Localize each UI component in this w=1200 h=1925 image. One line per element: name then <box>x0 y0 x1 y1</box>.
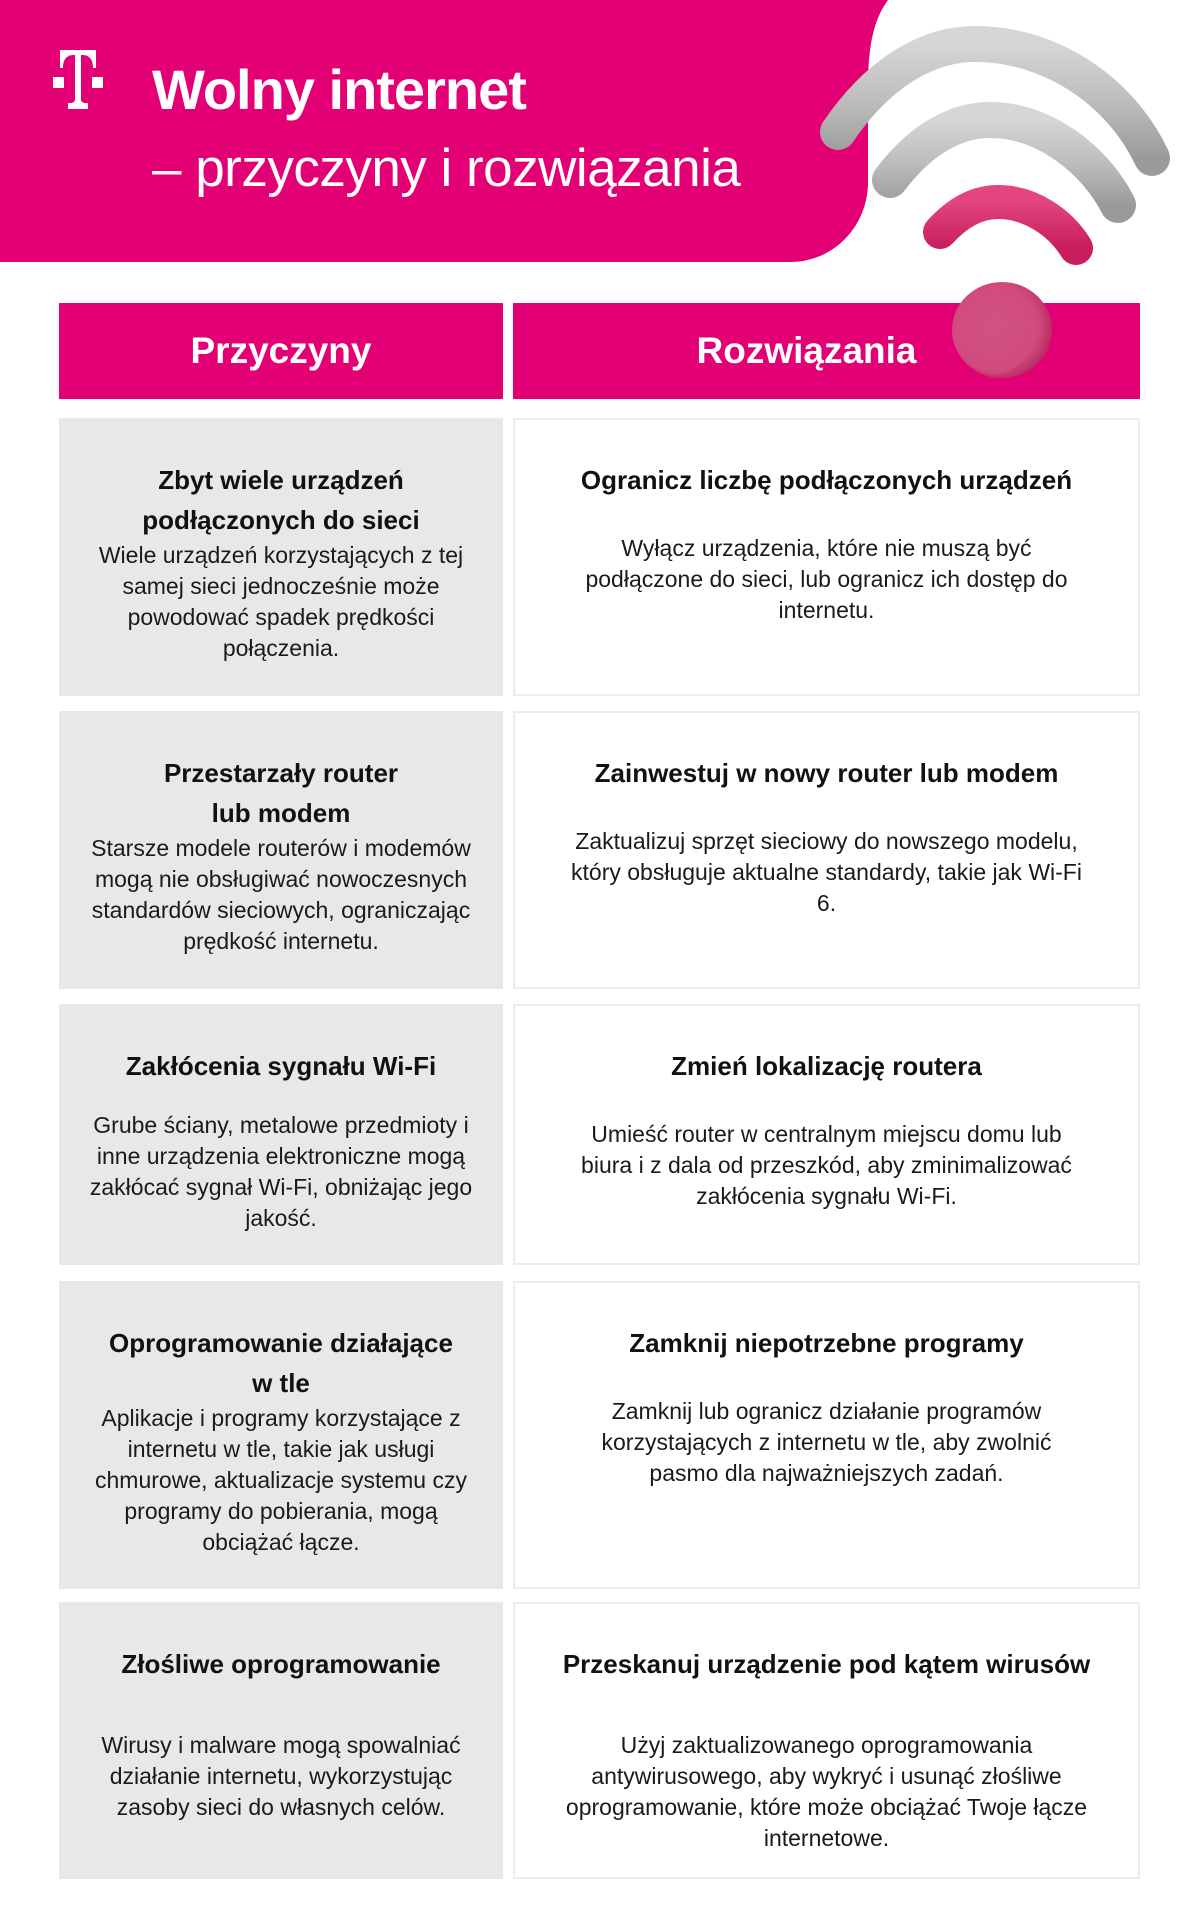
page-subtitle: – przyczyny i rozwiązania <box>152 139 741 198</box>
cause-body: Wiele urządzeń korzystających z tej samej sieci jednocześnie może powodować spadek prędkości połączenia. <box>98 542 464 661</box>
column-header-solutions <box>513 303 1140 399</box>
solution-title: Zamknij niepotrzebne programy <box>629 1328 1024 1358</box>
solution-title: Ogranicz liczbę podłączonych urządzeń <box>580 465 1073 495</box>
solution-title: Zmień lokalizację routera <box>671 1051 982 1081</box>
solution-cell <box>513 711 1140 989</box>
solution-body: Zamknij lub ogranicz działanie programów korzystających z internetu w tle, aby zwolnić pasmo dla najważniejszych zadań. <box>601 1398 1052 1486</box>
causes-label: Przyczyny <box>190 330 372 371</box>
telekom-logo-icon <box>53 50 103 109</box>
cause-cell <box>59 1602 503 1879</box>
cause-title-line: lub modem <box>211 798 351 828</box>
cause-title-line: Zbyt wiele urządzeń <box>158 465 404 495</box>
solution-body: Użyj zaktualizowanego oprogramowania antywirusowego, aby wykryć i usunąć złośliwe oprogramowanie, które może obciążać Twoje łącze internetowe. <box>565 1732 1088 1851</box>
cause-title-line: Przestarzały router <box>163 758 399 788</box>
solution-cell <box>513 1281 1140 1589</box>
cause-title <box>75 753 487 833</box>
cause-title <box>75 460 487 540</box>
cause-body: Grube ściany, metalowe przedmioty i inne urządzenia elektroniczne mogą zakłócać sygnał Wi-Fi, obniżając jego jakość. <box>89 1112 473 1231</box>
solution-body: Wyłącz urządzenia, które nie muszą być podłączone do sieci, lub ogranicz ich dostęp do internetu. <box>585 535 1068 623</box>
solution-cell <box>513 1602 1140 1879</box>
cause-cell <box>59 1281 503 1589</box>
cause-body: Starsze modele routerów i modemów mogą nie obsługiwać nowoczesnych standardów sieciowych, ograniczając prędkość internetu. <box>91 835 471 954</box>
cause-cell <box>59 711 503 989</box>
cause-body: Aplikacje i programy korzystające z internetu w tle, takie jak usługi chmurowe, aktualizacje systemu czy programy do pobierania, mogą obciążać łącze. <box>95 1405 467 1555</box>
cause-title-line: Złośliwe oprogramowanie <box>121 1649 441 1679</box>
cause-title-line: w tle <box>252 1368 310 1398</box>
cause-title <box>75 1046 487 1086</box>
solution-title: Zainwestuj w nowy router lub modem <box>594 758 1059 788</box>
solution-cell <box>513 418 1140 696</box>
solution-cell <box>513 1004 1140 1265</box>
cause-cell <box>59 1004 503 1265</box>
cause-body: Wirusy i malware mogą spowalniać działanie internetu, wykorzystując zasoby sieci do własnych celów. <box>101 1732 461 1820</box>
cause-title-line: podłączonych do sieci <box>142 505 420 535</box>
page-title: Wolny internet <box>152 58 526 121</box>
header-banner <box>0 0 1200 262</box>
cause-title-line: Zakłócenia sygnału Wi-Fi <box>125 1051 437 1081</box>
column-header-causes <box>59 303 503 399</box>
cause-title <box>75 1323 487 1403</box>
cause-title-line: Oprogramowanie działające <box>109 1328 453 1358</box>
solution-body: Umieść router w centralnym miejscu domu lub biura i z dala od przeszkód, aby zminimalizować zakłócenia sygnału Wi-Fi. <box>581 1121 1072 1209</box>
solutions-label: Rozwiązania <box>696 330 917 371</box>
cause-title <box>75 1644 487 1684</box>
solution-title: Przeskanuj urządzenie pod kątem wirusów <box>562 1649 1091 1679</box>
solution-body: Zaktualizuj sprzęt sieciowy do nowszego modelu, który obsługuje aktualne standardy, takie jak Wi-Fi 6. <box>571 828 1082 916</box>
cause-cell <box>59 418 503 696</box>
